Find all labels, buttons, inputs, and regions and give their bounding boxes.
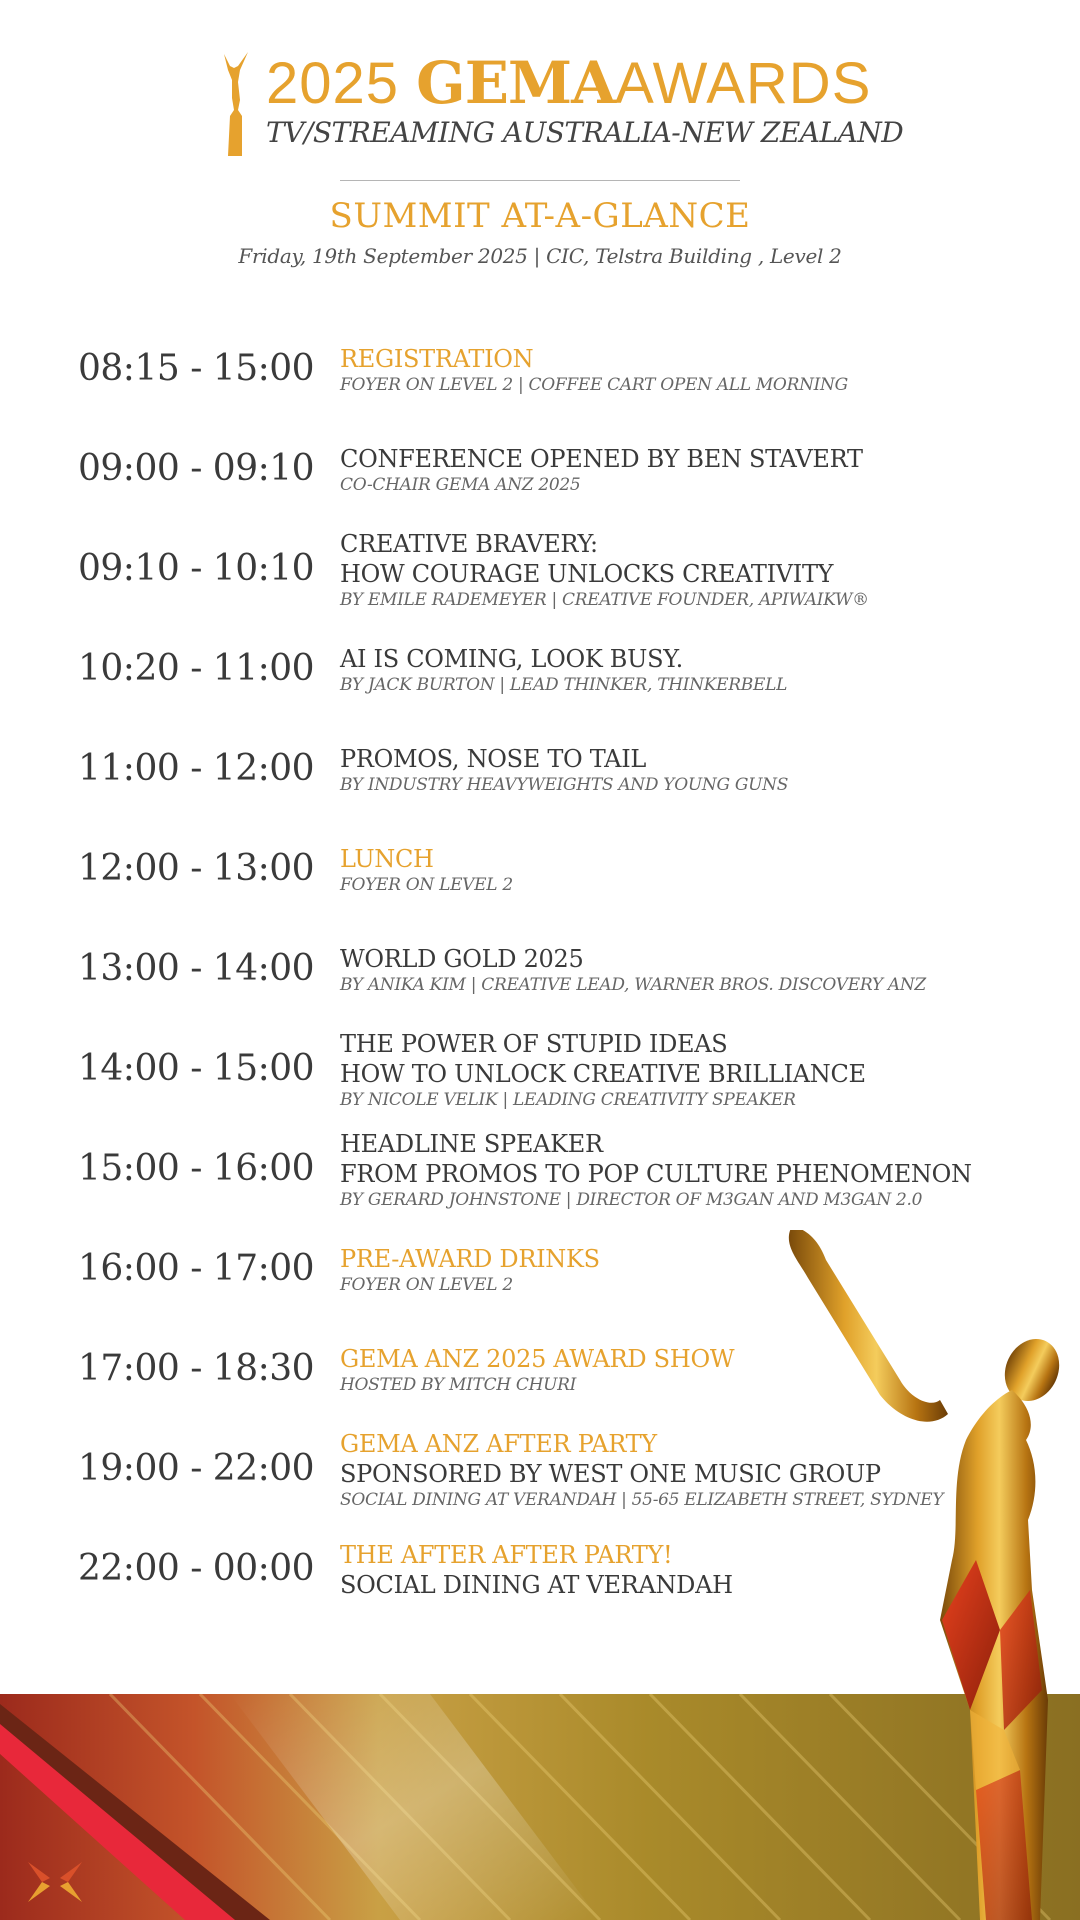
session-title: THE POWER OF STUPID IDEAS <box>340 1030 728 1058</box>
award-statuette-icon <box>218 52 254 158</box>
session-title: CREATIVE BRAVERY: <box>340 530 598 558</box>
session-time: 17:00 - 18:30 <box>78 1348 315 1389</box>
schedule-row <box>0 440 1080 540</box>
session-time: 11:00 - 12:00 <box>78 748 315 789</box>
session-time: 12:00 - 13:00 <box>78 848 315 889</box>
session-time: 16:00 - 17:00 <box>78 1248 315 1289</box>
session-info <box>340 344 960 396</box>
schedule-row <box>0 1130 1080 1240</box>
title-year: 2025 <box>266 51 400 116</box>
session-title: CONFERENCE OPENED BY BEN STAVERT <box>340 445 863 473</box>
title-bold: GEMA <box>416 49 616 117</box>
session-title: PRE-AWARD DRINKS <box>340 1245 600 1273</box>
schedule-row <box>0 340 1080 440</box>
schedule-row <box>0 530 1080 640</box>
session-time: 14:00 - 15:00 <box>78 1048 315 1089</box>
session-title: HOW COURAGE UNLOCKS CREATIVITY <box>340 560 834 588</box>
schedule-row <box>0 940 1080 1040</box>
session-detail: FOYER ON LEVEL 2 <box>340 1275 513 1295</box>
session-time: 10:20 - 11:00 <box>78 648 315 689</box>
session-title: FROM PROMOS TO POP CULTURE PHENOMENON <box>340 1160 972 1188</box>
session-time: 19:00 - 22:00 <box>78 1448 315 1489</box>
session-info <box>340 844 960 896</box>
brand-logo-icon <box>28 1862 82 1902</box>
summit-title: SUMMIT AT-A-GLANCE <box>329 196 751 236</box>
session-time: 22:00 - 00:00 <box>78 1548 315 1589</box>
session-info <box>340 744 960 796</box>
session-info <box>340 944 960 996</box>
session-title: SPONSORED BY WEST ONE MUSIC GROUP <box>340 1460 881 1488</box>
session-time: 09:10 - 10:10 <box>78 548 315 589</box>
session-info <box>340 644 960 696</box>
session-title: LUNCH <box>340 845 434 873</box>
session-title: THE AFTER AFTER PARTY! <box>340 1541 673 1569</box>
session-detail: CO-CHAIR GEMA ANZ 2025 <box>340 475 581 495</box>
session-detail: BY ANIKA KIM | CREATIVE LEAD, WARNER BROS. DISCOVERY ANZ <box>340 975 926 995</box>
header-divider <box>340 180 740 181</box>
session-detail: BY NICOLE VELIK | LEADING CREATIVITY SPEAKER <box>340 1090 796 1110</box>
session-detail: FOYER ON LEVEL 2 | COFFEE CART OPEN ALL MORNING <box>340 375 848 395</box>
session-title: AI IS COMING, LOOK BUSY. <box>340 645 683 673</box>
session-info <box>340 1129 972 1211</box>
session-detail: HOSTED BY MITCH CHURI <box>340 1375 577 1395</box>
session-detail: BY GERARD JOHNSTONE | DIRECTOR OF M3GAN AND M3GAN 2.0 <box>340 1190 923 1210</box>
session-time: 08:15 - 15:00 <box>78 348 315 389</box>
session-title: HEADLINE SPEAKER <box>340 1130 603 1158</box>
session-title: REGISTRATION <box>340 345 534 373</box>
session-title: SOCIAL DINING AT VERANDAH <box>340 1571 733 1599</box>
schedule-row <box>0 740 1080 840</box>
session-title: GEMA ANZ AFTER PARTY <box>340 1430 657 1458</box>
title-rest: AWARDS <box>615 51 872 116</box>
session-title: HOW TO UNLOCK CREATIVE BRILLIANCE <box>340 1060 866 1088</box>
session-time: 13:00 - 14:00 <box>78 948 315 989</box>
session-info <box>340 529 960 611</box>
event-subtitle: TV/STREAMING AUSTRALIA-NEW ZEALAND <box>266 116 904 149</box>
session-detail: BY JACK BURTON | LEAD THINKER, THINKERBELL <box>340 675 788 695</box>
session-detail: SOCIAL DINING AT VERANDAH | 55-65 ELIZABETH STREET, SYDNEY <box>340 1490 944 1510</box>
schedule-row <box>0 1030 1080 1140</box>
session-info <box>340 1029 960 1111</box>
session-detail: FOYER ON LEVEL 2 <box>340 875 513 895</box>
session-title: GEMA ANZ 2025 AWARD SHOW <box>340 1345 735 1373</box>
session-info <box>340 444 960 496</box>
session-detail: BY EMILE RADEMEYER | CREATIVE FOUNDER, APIWAIKW® <box>340 590 869 610</box>
event-title <box>266 50 871 117</box>
session-time: 15:00 - 16:00 <box>78 1148 315 1189</box>
header <box>0 50 1080 170</box>
schedule-row <box>0 840 1080 940</box>
session-detail: BY INDUSTRY HEAVYWEIGHTS AND YOUNG GUNS <box>340 775 789 795</box>
session-title: PROMOS, NOSE TO TAIL <box>340 745 647 773</box>
summit-date-location: Friday, 19th September 2025 | CIC, Telstra Building , Level 2 <box>238 244 842 268</box>
award-statuette-image <box>780 1230 1080 1920</box>
schedule-row <box>0 640 1080 740</box>
session-title: WORLD GOLD 2025 <box>340 945 584 973</box>
session-time: 09:00 - 09:10 <box>78 448 315 489</box>
